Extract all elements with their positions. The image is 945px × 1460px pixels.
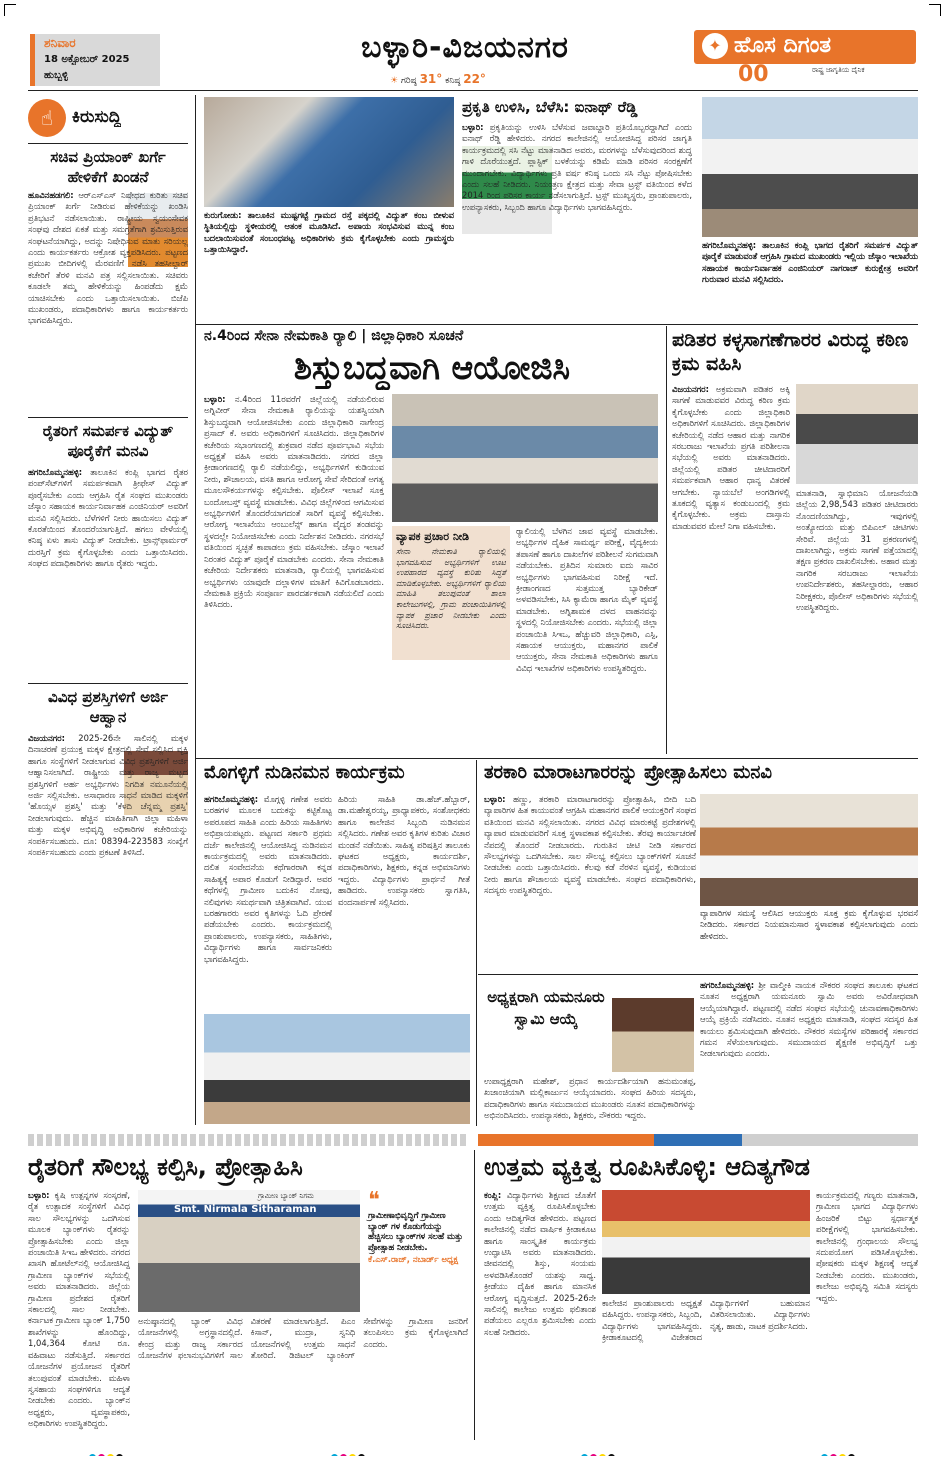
farmers-headline: ರೈತರಿಗೆ ಸೌಲಭ್ಯ ಕಲ್ಪಿಸಿ, ಪ್ರೋತ್ಸಾಹಿಸಿ bbox=[28, 1153, 303, 1181]
color-registration-marks bbox=[0, 1446, 945, 1456]
mogalli-text: ಹಗರಿಬೊಮ್ಮನಹಳ್ಳಿ: ಮೊಗ್ಗಳ್ಳಿ ಗಣೇಶ ಅವರು ಬರಹಗಳ ಮೂಲಕ ಬದುಕನ್ನು ಕಟ್ಟಿಕೊಟ್ಟ ಅಪರೂಪದ ಸಾಹಿತಿ ಎಂದು ಹಿರಿಯ ಸಾಹಿತಿಗಳು ಅಭಿಪ್ರಾಯಪಟ್ಟರು. ಪಟ್ಟಣದ ಸರ್ಕಾರಿ ಪ್ರಥಮ ದರ್ಜೆ ಕಾಲೇಜಿನಲ್ಲಿ ಆಯೋಜಿಸಿದ್ದ ನುಡಿನಮನ ಕಾರ್ಯಕ್ರಮದಲ್ಲಿ ಅವರು ಮಾತನಾಡಿದರು. ದಲಿತ ಸಂವೇದನೆಯ ಕಥೆಗಾರರಾಗಿ ಕನ್ನಡ ಸಾಹಿತ್ಯಕ್ಕೆ ಅಪಾರ ಕೊಡುಗೆ ನೀಡಿದ್ದಾರೆ. ಅವರ ಕಥೆಗಳಲ್ಲಿ ಗ್ರಾಮೀಣ ಬದುಕಿನ ನೋವು, ನಲಿವುಗಳು ಸಮರ್ಥವಾಗಿ ಚಿತ್ರಿತವಾಗಿವೆ. ಯುವ ಬರಹಗಾರರು ಅವರ ಕೃತಿಗಳನ್ನು ಓದಿ ಪ್ರೇರಣೆ ಪಡೆಯಬೇಕು ಎಂದರು. ಕಾರ್ಯಕ್ರಮದಲ್ಲಿ ಪ್ರಾಂಶುಪಾಲರು, ಉಪನ್ಯಾಸಕರು, ಸಾಹಿತಿಗಳು, ವಿದ್ಯಾರ್ಥಿಗಳು ಹಾಗೂ ಸಾರ್ವಜನಿಕರು ಭಾಗವಹಿಸಿದ್ದರು. bbox=[204, 794, 332, 964]
farmers-pullquote bbox=[366, 1190, 468, 1314]
brand-name: ಹೊಸ ದಿಗಂತ bbox=[734, 33, 832, 58]
sun-icon: ☀ bbox=[390, 76, 399, 86]
aditya-text-side: ಕಾರ್ಯಕ್ರಮದಲ್ಲಿ ಗಣ್ಯರು ಮಾತನಾಡಿ, ಗ್ರಾಮೀಣ ಭಾಗದ ವಿದ್ಯಾರ್ಥಿಗಳು ಹಿಂಜರಿಕೆ ಬಿಟ್ಟು ಸ್ಪರ್ಧಾತ್ಮಕ ಪರೀಕ್ಷೆಗಳಲ್ಲಿ ಭಾಗವಹಿಸಬೇಕು. ಕಾಲೇಜಿನಲ್ಲಿ ಗ್ರಂಥಾಲಯ ಸೌಲಭ್ಯ ಸದುಪಯೋಗ ಪಡಿಸಿಕೊಳ್ಳಬೇಕು. ಪೋಷಕರು ಮಕ್ಕಳ ಶಿಕ್ಷಣಕ್ಕೆ ಆದ್ಯತೆ ನೀಡಬೇಕು ಎಂದರು. ಮುಖಂಡರು, ಕಾಲೇಜು ಅಭಿವೃದ್ಧಿ ಸಮಿತಿ ಸದಸ್ಯರು ಇದ್ದರು. bbox=[816, 1190, 918, 1303]
nature-story-title: ಪ್ರಕೃತಿ ಉಳಿಸಿ, ಬೆಳೆಸಿ: ಐನಾಥ್ ರೆಡ್ಡಿ bbox=[462, 98, 638, 116]
vendors-headline: ತರಕಾರಿ ಮಾರಾಟಗಾರರನ್ನು ಪ್ರೋತ್ಸಾಹಿಸಲು ಮನವಿ bbox=[484, 762, 772, 783]
weather-box: ☀ ಗರಿಷ್ಠ 31° ಕನಿಷ್ಠ 22° bbox=[390, 72, 486, 86]
caption-memorandum: ಹಗರಿಬೊಮ್ಮನಹಳ್ಳಿ: ತಾಲೂಕಿನ ಕಂಪ್ಲಿ ಭಾಗದ ರೈತರಿಗೆ ಸಮರ್ಪಕ ವಿದ್ಯುತ್ ಪೂರೈಕೆ ಮಾಡುವಂತೆ ಆಗ್ರಹಿಸಿ ಗ್ರಾಮದ ಮುಖಂಡರು ಇಲ್ಲಿಯ ಜೆಸ್ಕಾಂ ಇಲಾಖೆಯ ಸಹಾಯಕ ಕಾರ್ಯನಿರ್ವಾಹಕ ಎಂಜಿನಿಯರ್ ನಾಗರಾಜ್ ಕುರುಕ್ಷೇತ್ರ ಅವರಿಗೆ ಗುರುವಾರ ಮನವಿ ಸಲ್ಲಿಸಿದರು. bbox=[702, 240, 918, 285]
farmers-text: ಬಳ್ಳಾರಿ: ಕೃಷಿ ಉತ್ಪನ್ನಗಳ ಸಂಸ್ಕರಣೆ, ರೈತ ಉತ್ಪಾದಕ ಸಂಸ್ಥೆಗಳಿಗೆ ವಿವಿಧ ಸಾಲ ಸೌಲಭ್ಯಗಳನ್ನು ಒದಗಿಸುವ ಮೂಲಕ ಬ್ಯಾಂಕ್‌ಗಳು ರೈತರನ್ನು ಪ್ರೋತ್ಸಾಹಿಸಬೇಕು ಎಂದು ಜಿಲ್ಲಾ ಪಂಚಾಯಿತಿ ಸಿಇಒ ಹೇಳಿದರು. ನಗರದ ಖಾಸಗಿ ಹೋಟೆಲ್‌ನಲ್ಲಿ ಆಯೋಜಿಸಿದ್ದ ಗ್ರಾಮೀಣ ಬ್ಯಾಂಕ್‌ಗಳ ಸಭೆಯಲ್ಲಿ ಅವರು ಮಾತನಾಡಿದರು. ಜಿಲ್ಲೆಯ ಗ್ರಾಮೀಣ ಪ್ರದೇಶದ ರೈತರಿಗೆ ಸಕಾಲದಲ್ಲಿ ಸಾಲ ನೀಡಬೇಕು. ಕರ್ನಾಟಕ ಗ್ರಾಮೀಣ ಬ್ಯಾಂಕ್ 1,750 ಶಾಖೆಗಳನ್ನು ಹೊಂದಿದ್ದು, 1,04,364 ಕೋಟಿ ರೂ. ವಹಿವಾಟು ನಡೆಸುತ್ತಿದೆ. ಸರ್ಕಾರದ ಯೋಜನೆಗಳ ಪ್ರಯೋಜನ ರೈತರಿಗೆ ತಲುಪುವಂತೆ ಮಾಡಬೇಕು. ಮಹಿಳಾ ಸ್ವಸಹಾಯ ಸಂಘಗಳಿಗೂ ಆದ್ಯತೆ ನೀಡಬೇಕು ಎಂದರು. ಬ್ಯಾಂಕ್‌ನ ಅಧ್ಯಕ್ಷರು, ವ್ಯವಸ್ಥಾಪಕರು, ಅಧಿಕಾರಿಗಳು ಉಪಸ್ಥಿತರಿದ್ದರು. bbox=[28, 1190, 130, 1429]
pullquote-box bbox=[392, 526, 510, 660]
kirusuddi-story2-title: ರೈತರಿಗೆ ಸಮರ್ಪಕ ವಿದ್ಯುತ್ ಪೂರೈಕೆಗೆ ಮನವಿ bbox=[42, 422, 174, 460]
photo-bank-event bbox=[138, 1190, 360, 1312]
kirusuddi-story1-text: ಹೂವಿನಹಡಗಲಿ: ಆರ್‌ಎಸ್‌ಎಸ್ ನಿಷೇಧದ ಕುರಿತು ಸಚಿವ ಪ್ರಿಯಾಂಕ್ ಖರ್ಗೆ ನೀಡಿರುವ ಹೇಳಿಕೆಯನ್ನು ಖಂಡಿಸಿ ಪ್ರತಿಭಟನೆ ನಡೆಸಲಾಯಿತು. ರಾಷ್ಟ್ರೀಯ ಸ್ವಯಂಸೇವಕ ಸಂಘವು ದೇಶದ ಏಕತೆ ಮತ್ತು ಸಮಗ್ರತೆಗಾಗಿ ಶ್ರಮಿಸುತ್ತಿರುವ ಸಂಘಟನೆಯಾಗಿದ್ದು, ಅದನ್ನು ನಿಷೇಧಿಸುವ ಮಾತು ಸರಿಯಲ್ಲ ಎಂದು ಕಾರ್ಯಕರ್ತರು ಆಕ್ರೋಶ ವ್ಯಕ್ತಪಡಿಸಿದರು. ಪಟ್ಟಣದ ಪ್ರಮುಖ ಬೀದಿಗಳಲ್ಲಿ ಮೆರವಣಿಗೆ ನಡೆಸಿ ತಹಸೀಲ್ದಾರ್ ಕಚೇರಿಗೆ ತೆರಳಿ ಮನವಿ ಪತ್ರ ಸಲ್ಲಿಸಲಾಯಿತು. ಸಚಿವರು ಕೂಡಲೇ ತಮ್ಮ ಹೇಳಿಕೆಯನ್ನು ಹಿಂಪಡೆದು ಕ್ಷಮೆ ಯಾಚಿಸಬೇಕು ಎಂದು ಒತ್ತಾಯಿಸಲಾಯಿತು. ಬಿಜೆಪಿ ಮುಖಂಡರು, ಪದಾಧಿಕಾರಿಗಳು ಹಾಗೂ ಕಾರ್ಯಕರ್ತರು ಭಾಗವಹಿಸಿದ್ದರು. bbox=[28, 190, 188, 326]
mogalli-headline: ಮೊಗಳ್ಳಿಗೆ ನುಡಿನಮನ ಕಾರ್ಯಕ್ರಮ bbox=[204, 762, 405, 783]
edition-title: ಬಳ್ಳಾರಿ-ವಿಜಯನಗರ bbox=[361, 30, 569, 65]
rule bbox=[196, 324, 918, 325]
photo-group-memorandum bbox=[702, 97, 918, 237]
yamanur-text: ಹಗರಿಬೊಮ್ಮನಹಳ್ಳಿ: ಶ್ರೀ ವಾಲ್ಮೀಕಿ ನಾಯಕ ನೌಕರರ ಸಂಘದ ತಾಲೂಕು ಘಟಕದ ನೂತನ ಅಧ್ಯಕ್ಷರಾಗಿ ಯಮನೂರು ಸ್ವಾಮಿ ಅವರು ಅವಿರೋಧವಾಗಿ ಆಯ್ಕೆಯಾಗಿದ್ದಾರೆ. ಪಟ್ಟಣದಲ್ಲಿ ನಡೆದ ಸಂಘದ ಸಭೆಯಲ್ಲಿ ಚುನಾವಣಾಧಿಕಾರಿಗಳು ಆಯ್ಕೆ ಪ್ರಕ್ರಿಯೆ ನಡೆಸಿದರು. ನೂತನ ಅಧ್ಯಕ್ಷರು ಮಾತನಾಡಿ, ಸಂಘದ ಸದಸ್ಯರ ಹಿತ ಕಾಯಲು ಶ್ರಮಿಸುವುದಾಗಿ ಹೇಳಿದರು. ನೌಕರರ ಸಮಸ್ಯೆಗಳ ಪರಿಹಾರಕ್ಕೆ ಸರ್ಕಾರದ ಗಮನ ಸೆಳೆಯಲಾಗುವುದು. ಸಮುದಾಯದ ಶೈಕ್ಷಣಿಕ ಅಭಿವೃದ್ಧಿಗೆ ಒತ್ತು ನೀಡಲಾಗುವುದು ಎಂದರು. bbox=[700, 980, 918, 1059]
aditya-text: ಕಂಪ್ಲಿ: ವಿದ್ಯಾರ್ಥಿಗಳು ಶಿಕ್ಷಣದ ಜೊತೆಗೆ ಉತ್ತಮ ವ್ಯಕ್ತಿತ್ವ ರೂಪಿಸಿಕೊಳ್ಳಬೇಕು ಎಂದು ಆದಿತ್ಯಗೌಡ ಹೇಳಿದರು. ಪಟ್ಟಣದ ಕಾಲೇಜಿನಲ್ಲಿ ನಡೆದ ವಾರ್ಷಿಕ ಕ್ರೀಡಾಕೂಟ ಹಾಗೂ ಸಾಂಸ್ಕೃತಿಕ ಕಾರ್ಯಕ್ರಮ ಉದ್ಘಾಟಿಸಿ ಅವರು ಮಾತನಾಡಿದರು. ಜೀವನದಲ್ಲಿ ಶಿಸ್ತು, ಸಂಯಮ ಅಳವಡಿಸಿಕೊಂಡರೆ ಯಶಸ್ಸು ಸಾಧ್ಯ. ಕ್ರೀಡೆಯು ದೈಹಿಕ ಹಾಗೂ ಮಾನಸಿಕ ಆರೋಗ್ಯ ವೃದ್ಧಿಸುತ್ತದೆ. 2025-26ನೇ ಸಾಲಿನಲ್ಲಿ ಕಾಲೇಜು ಉತ್ತಮ ಫಲಿತಾಂಶ ಪಡೆಯಲು ಎಲ್ಲರೂ ಶ್ರಮಿಸಬೇಕು ಎಂದು ಸಲಹೆ ನೀಡಿದರು. bbox=[484, 1190, 596, 1337]
bottom-section-bar-left bbox=[28, 1134, 468, 1146]
lead-kicker: ನ.4ರಿಂದ ಸೇನಾ ನೇಮಕಾತಿ ರ್‍ಯಾಲಿ | ಜಿಲ್ಲಾಧಿಕಾರಿ ಸೂಚನೆ bbox=[204, 328, 464, 344]
rule bbox=[196, 758, 918, 759]
masthead bbox=[0, 0, 945, 92]
temp-max: 31° bbox=[419, 72, 443, 86]
aditya-headline: ಉತ್ತಮ ವ್ಯಕ್ತಿತ್ವ ರೂಪಿಸಿಕೊಳ್ಳಿ: ಆದಿತ್ಯಗೌಡ bbox=[484, 1153, 810, 1181]
issue-city: ಹುಬ್ಬಳ್ಳಿ bbox=[44, 70, 69, 81]
rule bbox=[28, 417, 188, 418]
vendors-text: ಬಳ್ಳಾರಿ: ಹಣ್ಣು, ತರಕಾರಿ ಮಾರಾಟಗಾರರನ್ನು ಪ್ರೋತ್ಸಾಹಿಸಿ, ಬೀದಿ ಬದಿ ವ್ಯಾಪಾರಿಗಳ ಹಿತ ಕಾಯುವಂತೆ ಆಗ್ರಹಿಸಿ ಮಹಾನಗರ ಪಾಲಿಕೆ ಆಯುಕ್ತರಿಗೆ ಸಂಘದ ವತಿಯಿಂದ ಮನವಿ ಸಲ್ಲಿಸಲಾಯಿತು. ನಗರದ ವಿವಿಧ ಮಾರುಕಟ್ಟೆ ಪ್ರದೇಶಗಳಲ್ಲಿ ವ್ಯಾಪಾರ ಮಾಡುವವರಿಗೆ ಸೂಕ್ತ ಸ್ಥಳಾವಕಾಶ ಕಲ್ಪಿಸಬೇಕು. ತೆರವು ಕಾರ್ಯಾಚರಣೆ ನೆಪದಲ್ಲಿ ತೊಂದರೆ ನೀಡಬಾರದು. ಗುರುತಿನ ಚೀಟಿ ನೀಡಿ ಸರ್ಕಾರದ ಸೌಲಭ್ಯಗಳನ್ನು ಒದಗಿಸಬೇಕು. ಸಾಲ ಸೌಲಭ್ಯ ಕಲ್ಪಿಸಲು ಬ್ಯಾಂಕ್‌ಗಳಿಗೆ ಸೂಚನೆ ನೀಡಬೇಕು ಎಂದು ಒತ್ತಾಯಿಸಿದರು. ಕೆಲವು ಕಡೆ ನೆರಳಿನ ವ್ಯವಸ್ಥೆ, ಕುಡಿಯುವ ನೀರು ಹಾಗೂ ಶೌಚಾಲಯ ವ್ಯವಸ್ಥೆ ಮಾಡಬೇಕು. ಸಂಘದ ಪದಾಧಿಕಾರಿಗಳು, ಸದಸ್ಯರು ಉಪಸ್ಥಿತರಿದ್ದರು. bbox=[484, 794, 696, 896]
vendors-caption: ವ್ಯಾಪಾರಿಗಳ ಸಮಸ್ಯೆ ಆಲಿಸಿದ ಆಯುಕ್ತರು ಸೂಕ್ತ ಕ್ರಮ ಕೈಗೊಳ್ಳುವ ಭರವಸೆ ನೀಡಿದರು. ಸರ್ಕಾರದ ನಿಯಮಾನುಸಾರ ಸ್ಥಳಾವಕಾಶ ಕಲ್ಪಿಸಲಾಗುವುದು ಎಂದು ಹೇಳಿದರು. bbox=[700, 908, 918, 941]
page-number: 00 bbox=[738, 62, 769, 87]
yamanur-text-continued: ಉಪಾಧ್ಯಕ್ಷರಾಗಿ ಮಹೇಶ್, ಪ್ರಧಾನ ಕಾರ್ಯದರ್ಶಿಯಾಗಿ ಹನುಮಂತಪ್ಪ, ಖಜಾಂಚಿಯಾಗಿ ಮಲ್ಲಿಕಾರ್ಜುನ ಆಯ್ಕೆಯಾದರು. ಸಂಘದ ಹಿರಿಯ ಸದಸ್ಯರು, ಪದಾಧಿಕಾರಿಗಳು ಹಾಗೂ ಸಮುದಾಯದ ಮುಖಂಡರು ನೂತನ ಪದಾಧಿಕಾರಿಗಳನ್ನು ಅಭಿನಂದಿಸಿದರು. ಉಪನ್ಯಾಸಕರು, ಶಿಕ್ಷಕರು, ನೌಕರರು ಇದ್ದರು. bbox=[484, 1076, 696, 1121]
photo-electric-pole bbox=[204, 97, 454, 207]
ration-text-continued: ಮಾತನಾಡಿ, ಸ್ವಾಭಿಮಾನಿ ಯೋಜನೆಯಡಿ ಜಿಲ್ಲೆಯ 2,98,543 ಪಡಿತರ ಚೀಟಿದಾರರು ನೊಂದಣಿಯಾಗಿದ್ದು, ಇವುಗಳಲ್ಲಿ ಅಂತ್ಯೋದಯ ಮತ್ತು ಬಿಪಿಎಲ್ ಚೀಟಿಗಳು ಸೇರಿವೆ. ಜಿಲ್ಲೆಯ 31 ಪ್ರಕರಣಗಳಲ್ಲಿ ದಾಖಲಾಗಿದ್ದು, ಅಕ್ರಮ ಸಾಗಣೆ ಪತ್ತೆಯಾದಲ್ಲಿ ತಕ್ಷಣ ಪ್ರಕರಣ ದಾಖಲಿಸಬೇಕು. ಅಹಾರ ಮತ್ತು ನಾಗರಿಕ ಸರಬರಾಜು ಇಲಾಖೆಯ ಉಪನಿರ್ದೇಶಕರು, ತಹಸೀಲ್ದಾರರು, ಆಹಾರ ನಿರೀಕ್ಷಕರು, ಪೊಲೀಸ್ ಅಧಿಕಾರಿಗಳು ಸಭೆಯಲ್ಲಿ ಉಪಸ್ಥಿತರಿದ್ದರು. bbox=[796, 488, 918, 613]
lead-headline: ಶಿಸ್ತುಬದ್ಧವಾಗಿ ಆಯೋಜಿಸಿ bbox=[293, 348, 571, 387]
column-rule-bottom bbox=[474, 1150, 475, 1440]
kirusuddi-story3-title: ವಿವಿಧ ಪ್ರಶಸ್ತಿಗಳಿಗೆ ಅರ್ಜಿ ಆಹ್ವಾನ bbox=[48, 688, 168, 726]
temp-min: 22° bbox=[463, 72, 486, 86]
lead-text: ಬಳ್ಳಾರಿ: ನ.4ರಿಂದ 11ರವರೆಗೆ ಜಿಲ್ಲೆಯಲ್ಲಿ ನಡೆಯಲಿರುವ ಅಗ್ನಿವೀರ್ ಸೇನಾ ನೇಮಕಾತಿ ರ್‍ಯಾಲಿಯನ್ನು ಯಶಸ್ವಿಯಾಗಿ ಶಿಸ್ತುಬದ್ಧವಾಗಿ ಆಯೋಜಿಸಬೇಕು ಎಂದು ಜಿಲ್ಲಾಧಿಕಾರಿ ನಾಗೇಂದ್ರ ಪ್ರಸಾದ್ ಕೆ. ಅವರು ಅಧಿಕಾರಿಗಳಿಗೆ ಸೂಚಿಸಿದರು. ಜಿಲ್ಲಾಧಿಕಾರಿಗಳ ಕಚೇರಿಯ ಸಭಾಂಗಣದಲ್ಲಿ ಶುಕ್ರವಾರ ನಡೆದ ಪೂರ್ವಭಾವಿ ಸಭೆಯ ಅಧ್ಯಕ್ಷತೆ ವಹಿಸಿ ಅವರು ಮಾತನಾಡಿದರು. ನಗರದ ಜಿಲ್ಲಾ ಕ್ರೀಡಾಂಗಣದಲ್ಲಿ ರ್‍ಯಾಲಿ ನಡೆಯಲಿದ್ದು, ಅಭ್ಯರ್ಥಿಗಳಿಗೆ ಕುಡಿಯುವ ನೀರು, ಶೌಚಾಲಯ, ವಸತಿ ಹಾಗೂ ಆರೋಗ್ಯ ಸೇವೆ ಸೇರಿದಂತೆ ಅಗತ್ಯ ಮೂಲಸೌಕರ್ಯಗಳನ್ನು ಕಲ್ಪಿಸಬೇಕು. ಪೊಲೀಸ್ ಇಲಾಖೆ ಸೂಕ್ತ ಬಂದೋಬಸ್ತ್ ವ್ಯವಸ್ಥೆ ಮಾಡಬೇಕು. ವಿವಿಧ ಜಿಲ್ಲೆಗಳಿಂದ ಆಗಮಿಸುವ ಅಭ್ಯರ್ಥಿಗಳಿಗೆ ತೊಂದರೆಯಾಗದಂತೆ ಸಾರಿಗೆ ವ್ಯವಸ್ಥೆ ಕಲ್ಪಿಸಬೇಕು. ಆರೋಗ್ಯ ಇಲಾಖೆಯು ಆಂಬುಲೆನ್ಸ್ ಹಾಗೂ ವೈದ್ಯರ ತಂಡವನ್ನು ಸ್ಥಳದಲ್ಲೇ ನಿಯೋಜಿಸಬೇಕು ಎಂದು ನಿರ್ದೇಶನ ನೀಡಿದರು. ನಗರಸಭೆ ವತಿಯಿಂದ ಸ್ವಚ್ಛತೆ ಕಾಪಾಡಲು ಕ್ರಮ ವಹಿಸಬೇಕು. ಜೆಸ್ಕಾಂ ಇಲಾಖೆ ನಿರಂತರ ವಿದ್ಯುತ್ ಪೂರೈಕೆ ಮಾಡಬೇಕು ಎಂದರು. ಸೇನಾ ನೇಮಕಾತಿ ಕಚೇರಿಯ ನಿರ್ದೇಶಕರು ಮಾತನಾಡಿ, ರ್‍ಯಾಲಿಯಲ್ಲಿ ಭಾಗವಹಿಸುವ ಅಭ್ಯರ್ಥಿಗಳು ಯಾವುದೇ ದಲ್ಲಾಳಿಗಳ ಮಾತಿಗೆ ಕಿವಿಗೊಡಬಾರದು. ನೇಮಕಾತಿ ಪ್ರಕ್ರಿಯೆ ಸಂಪೂರ್ಣ ಪಾರದರ್ಶಕವಾಗಿ ನಡೆಯಲಿದೆ ಎಂದು ತಿಳಿಸಿದರು. bbox=[204, 394, 384, 610]
finger-icon: ☝ bbox=[28, 99, 66, 137]
column-rule-left bbox=[195, 95, 196, 1125]
photo-officials bbox=[796, 384, 918, 484]
farmers-pullquote-text: ಗ್ರಾಮೀಣಾಭಿವೃದ್ಧಿಗೆ ಗ್ರಾಮೀಣ ಬ್ಯಾಂಕ್ ಗಳ ಕೊಡುಗೆಯನ್ನು ಹೆಚ್ಚಿಸಲು ಬ್ಯಾಂಕ್‌ಗಳ ಸಲಹೆ ಮತ್ತು ಪ್ರೋತ್ಸಾಹ ನೀಡಬೇಕು. bbox=[368, 1210, 463, 1252]
banner-title: Smt. Nirmala Sitharaman bbox=[174, 1204, 317, 1215]
lead-text-continued: ರ್‍ಯಾಲಿಯಲ್ಲಿ ಬೆಳಗಿನ ಜಾವ ವ್ಯವಸ್ಥೆ ಮಾಡಬೇಕು. ಅಭ್ಯರ್ಥಿಗಳ ದೈಹಿಕ ಸಾಮರ್ಥ್ಯ ಪರೀಕ್ಷೆ, ವೈದ್ಯಕೀಯ ತಪಾಸಣೆ ಹಾಗೂ ದಾಖಲೆಗಳ ಪರಿಶೀಲನೆ ಸುಗಮವಾಗಿ ನಡೆಯಬೇಕು. ಪ್ರತಿದಿನ ಸುಮಾರು ಐದು ಸಾವಿರ ಅಭ್ಯರ್ಥಿಗಳು ಭಾಗವಹಿಸುವ ನಿರೀಕ್ಷೆ ಇದೆ. ಕ್ರೀಡಾಂಗಣದ ಸುತ್ತಮುತ್ತ ಬ್ಯಾರಿಕೇಡ್ ಅಳವಡಿಸಬೇಕು, ಸಿಸಿ ಕ್ಯಾಮೆರಾ ಹಾಗೂ ಮೈಕ್ ವ್ಯವಸ್ಥೆ ಮಾಡಬೇಕು. ಅಗ್ನಿಶಾಮಕ ದಳದ ವಾಹನವನ್ನು ಸ್ಥಳದಲ್ಲಿ ನಿಯೋಜಿಸಬೇಕು ಎಂದರು. ಸಭೆಯಲ್ಲಿ ಜಿಲ್ಲಾ ಪಂಚಾಯಿತಿ ಸಿಇಒ, ಹೆಚ್ಚುವರಿ ಜಿಲ್ಲಾಧಿಕಾರಿ, ಎಸ್ಪಿ, ಸಹಾಯಕ ಆಯುಕ್ತರು, ಮಹಾನಗರ ಪಾಲಿಕೆ ಆಯುಕ್ತರು, ಸೇನಾ ನೇಮಕಾತಿ ಅಧಿಕಾರಿಗಳು ಹಾಗೂ ವಿವಿಧ ಇಲಾಖೆಗಳ ಅಧಿಕಾರಿಗಳು ಉಪಸ್ಥಿತರಿದ್ದರು. bbox=[516, 526, 658, 673]
yamanur-headline: ಅಧ್ಯಕ್ಷರಾಗಿ ಯಮನೂರು ಸ್ವಾಮಿ ಆಯ್ಕೆ bbox=[487, 988, 605, 1028]
aditya-text-continued: ಕಾಲೇಜಿನ ಪ್ರಾಂಶುಪಾಲರು ಅಧ್ಯಕ್ಷತೆ ವಹಿಸಿದ್ದರು. ಉಪನ್ಯಾಸಕರು, ಸಿಬ್ಬಂದಿ, ವಿದ್ಯಾರ್ಥಿಗಳು ಭಾಗವಹಿಸಿದ್ದರು. ಕ್ರೀಡಾಕೂಟದಲ್ಲಿ ವಿಜೇತರಾದ ವಿದ್ಯಾರ್ಥಿಗಳಿಗೆ ಬಹುಮಾನ ವಿತರಿಸಲಾಯಿತು. ವಿದ್ಯಾರ್ಥಿಗಳು ನೃತ್ಯ, ಹಾಡು, ನಾಟಕ ಪ್ರದರ್ಶಿಸಿದರು. bbox=[602, 1298, 810, 1343]
rule bbox=[28, 143, 188, 144]
farmers-pullquote-name: ಕೆ.ಎಸ್.ರಾಜ್, ನಬಾರ್ಡ್ ಅಧ್ಯಕ್ಷ bbox=[368, 1254, 459, 1265]
brand-tagline: ರಾಷ್ಟ್ರ ಜಾಗೃತಿಯ ದೈನಿಕ bbox=[812, 66, 865, 74]
photo-yamanur bbox=[612, 982, 694, 1072]
kirusuddi-column bbox=[28, 95, 188, 1125]
kirusuddi-label: ಕಿರುಸುದ್ದಿ bbox=[72, 107, 122, 127]
ration-headline: ಪಡಿತರ ಕಳ್ಳಸಾಗಣೆಗಾರರ ವಿರುದ್ಧ ಕಠಿಣ ಕ್ರಮ ವಹಿಸಿ bbox=[672, 329, 909, 375]
column-rule bbox=[476, 760, 477, 1126]
photo-vendors-meeting bbox=[700, 794, 918, 906]
nature-story-text: ಬಳ್ಳಾರಿ: ಪ್ರಕೃತಿಯನ್ನು ಉಳಿಸಿ ಬೆಳೆಸುವ ಜವಾಬ್ದಾರಿ ಪ್ರತಿಯೊಬ್ಬರದ್ದಾಗಿದೆ ಎಂದು ಐನಾಥ್ ರೆಡ್ಡಿ ಹೇಳಿದರು. ನಗರದ ಕಾಲೇಜಿನಲ್ಲಿ ಆಯೋಜಿಸಿದ್ದ ಪರಿಸರ ಜಾಗೃತಿ ಕಾರ್ಯಕ್ರಮದಲ್ಲಿ ಸಸಿ ನೆಟ್ಟು ಮಾತನಾಡಿದ ಅವರು, ಮರಗಳನ್ನು ಬೆಳೆಸುವುದರಿಂದ ಶುದ್ಧ ಗಾಳಿ ದೊರೆಯುತ್ತದೆ. ಪ್ಲಾಸ್ಟಿಕ್ ಬಳಕೆಯನ್ನು ಕಡಿಮೆ ಮಾಡಿ ಪರಿಸರ ಸಂರಕ್ಷಣೆಗೆ ಮುಂದಾಗಬೇಕು. ವಿದ್ಯಾರ್ಥಿಗಳು ಪ್ರತಿ ವರ್ಷ ಕನಿಷ್ಠ ಒಂದು ಸಸಿ ನೆಟ್ಟು ಪೋಷಿಸಬೇಕು ಎಂದು ಸಲಹೆ ನೀಡಿದರು. ನಿಯಂತ್ರಣ ಕ್ಷೇತ್ರದ ಮತ್ತು ಸೇವಾ ಟ್ರಸ್ಟ್ ವತಿಯಿಂದ ಕಳೆದ 2014 ರಿಂದ ಪರಿಸರ ಕಾರ್ಯ ನಡೆಸಲಾಗುತ್ತಿದೆ. ಟ್ರಸ್ಟ್ ಮುಖ್ಯಸ್ಥರು, ಪ್ರಾಂಶುಪಾಲರು, ಉಪನ್ಯಾಸಕರು, ಸಿಬ್ಬಂದಿ ಹಾಗೂ ವಿದ್ಯಾರ್ಥಿಗಳು ಭಾಗವಹಿಸಿದ್ದರು. bbox=[462, 122, 692, 212]
masthead-rule bbox=[28, 90, 918, 91]
rule bbox=[478, 974, 918, 975]
photo-meeting bbox=[392, 394, 658, 522]
issue-date: 18 ಅಕ್ಟೋಬರ್ 2025 bbox=[44, 54, 130, 65]
kirusuddi-story1-title: ಸಚಿವ ಪ್ರಿಯಾಂಕ್ ಖರ್ಗೆ ಹೇಳಿಕೆಗೆ ಖಂಡನೆ bbox=[50, 148, 166, 186]
brand-logo bbox=[694, 30, 916, 64]
kirusuddi-story2-text: ಹಗರಿಬೊಮ್ಮನಹಳ್ಳಿ: ತಾಲೂಕಿನ ಕಂಪ್ಲಿ ಭಾಗದ ರೈತರ ಪಂಪ್‌ಸೆಟ್‌ಗಳಿಗೆ ಸಮರ್ಪಕವಾಗಿ ತ್ರೀಫೇಸ್ ವಿದ್ಯುತ್ ಪೂರೈಸಬೇಕು ಎಂದು ಆಗ್ರಹಿಸಿ ರೈತ ಸಂಘದ ಮುಖಂಡರು ಜೆಸ್ಕಾಂ ಸಹಾಯಕ ಕಾರ್ಯನಿರ್ವಾಹಕ ಎಂಜಿನಿಯರ್ ಅವರಿಗೆ ಮನವಿ ಸಲ್ಲಿಸಿದರು. ಬೆಳೆಗಳಿಗೆ ನೀರು ಹಾಯಿಸಲು ವಿದ್ಯುತ್ ಕೊರತೆಯಿಂದ ತೊಂದರೆಯಾಗುತ್ತಿದೆ. ಹಗಲು ವೇಳೆಯಲ್ಲಿ ಕನಿಷ್ಠ ಏಳು ತಾಸು ವಿದ್ಯುತ್ ನೀಡಬೇಕು. ಟ್ರಾನ್ಸ್‌ಫಾರ್ಮರ್ ದುರಸ್ತಿಗೆ ಕ್ರಮ ಕೈಗೊಳ್ಳಬೇಕು ಎಂದು ಒತ್ತಾಯಿಸಿದರು. ಸಂಘದ ಪದಾಧಿಕಾರಿಗಳು ಹಾಗೂ ರೈತರು ಇದ್ದರು. bbox=[28, 467, 188, 569]
kirusuddi-story3-text: ವಿಜಯನಗರ: 2025-26ನೇ ಸಾಲಿನಲ್ಲಿ ಮಕ್ಕಳ ದಿನಾಚರಣೆ ಪ್ರಯುಕ್ತ ಮಕ್ಕಳ ಕ್ಷೇತ್ರದಲ್ಲಿ ಸೇವೆ ಸಲ್ಲಿಸಿದ ವ್ಯಕ್ತಿ ಹಾಗೂ ಸಂಸ್ಥೆಗಳಿಗೆ ನೀಡಲಾಗುವ ವಿವಿಧ ಪ್ರಶಸ್ತಿಗಳಿಗೆ ಅರ್ಜಿ ಆಹ್ವಾನಿಸಲಾಗಿದೆ. ರಾಷ್ಟ್ರೀಯ ಮತ್ತು ರಾಜ್ಯ ಮಟ್ಟದ ಪ್ರಶಸ್ತಿಗಳಿಗೆ ಅರ್ಹ ಅಭ್ಯರ್ಥಿಗಳು ನಿಗದಿತ ನಮೂನೆಯಲ್ಲಿ ಅರ್ಜಿ ಸಲ್ಲಿಸಬೇಕು. ಅಸಾಧಾರಣ ಸಾಧನೆ ಮಾಡಿದ ಮಕ್ಕಳಿಗೆ 'ಹೊಯ್ಸಳ ಪ್ರಶಸ್ತಿ' ಮತ್ತು 'ಕೆಳದಿ ಚೆನ್ನಮ್ಮ ಪ್ರಶಸ್ತಿ' ನೀಡಲಾಗುವುದು. ಹೆಚ್ಚಿನ ಮಾಹಿತಿಗಾಗಿ ಜಿಲ್ಲಾ ಮಹಿಳಾ ಮತ್ತು ಮಕ್ಕಳ ಅಭಿವೃದ್ಧಿ ಅಧಿಕಾರಿಗಳ ಕಚೇರಿಯನ್ನು ಸಂಪರ್ಕಿಸಬಹುದು. ದೂ: 08394-223583 ಸಂಖ್ಯೆಗೆ ಸಂಪರ್ಕಿಸಬಹುದು ಎಂದು ಪ್ರಕಟಣೆ ತಿಳಿಸಿದೆ. bbox=[28, 733, 188, 858]
pullquote-text: ಸೇನಾ ನೇಮಕಾತಿ ರ್‍ಯಾಲಿಯಲ್ಲಿ ಭಾಗವಹಿಸುವ ಅಭ್ಯರ್ಥಿಗಳಿಗೆ ಊಟ ಉಪಹಾರದ ವ್ಯವಸ್ಥೆ ಕುರಿತು ಸಿದ್ಧತೆ ಮಾಡಿಕೊಳ್ಳಬೇಕು. ಅಭ್ಯರ್ಥಿಗಳಿಗೆ ರ್‍ಯಾಲಿಯ ಮಾಹಿತಿ ತಲುಪುವಂತೆ ಶಾಲಾ ಕಾಲೇಜುಗಳಲ್ಲಿ, ಗ್ರಾಮ ಪಂಚಾಯಿತಿಗಳಲ್ಲಿ ವ್ಯಾಪಕ ಪ್ರಚಾರ ನೀಡಬೇಕು ಎಂದು ಸೂಚಿಸಿದರು. bbox=[396, 547, 506, 631]
photo-felicitation bbox=[204, 1014, 470, 1124]
caption-electric-pole: ಕುರುಗೋಡು: ತಾಲೂಕಿನ ಮುಷ್ಟಗಟ್ಟೆ ಗ್ರಾಮದ ರಸ್ತೆ ಪಕ್ಕದಲ್ಲಿ ವಿದ್ಯುತ್ ಕಂಬ ಬೀಳುವ ಸ್ಥಿತಿಯಲ್ಲಿದ್ದು ಸ್ಥಳೀಯರಲ್ಲಿ ಆತಂಕ ಮೂಡಿಸಿದೆ. ಅಪಾಯ ಸಂಭವಿಸುವ ಮುನ್ನ ಕಂಬ ಬದಲಾಯಿಸುವಂತೆ ಸಂಬಂಧಪಟ್ಟ ಅಧಿಕಾರಿಗಳು ಕ್ರಮ ಕೈಗೊಳ್ಳಬೇಕು ಎಂದು ಗ್ರಾಮಸ್ಥರು ಒತ್ತಾಯಿಸಿದ್ದಾರೆ. bbox=[204, 210, 454, 255]
mogalli-text-continued: ಹಿರಿಯ ಸಾಹಿತಿ ಡಾ.ಹೆಚ್.ಹೆಬ್ಬಾರ್, ಡಾ.ಮಹೇಶ್ವರಯ್ಯ, ಪ್ರಾಧ್ಯಾಪಕರು, ಸಂಶೋಧಕರು ಹಾಗೂ ಕಾಲೇಜಿನ ಸಿಬ್ಬಂದಿ ನುಡಿನಮನ ಸಲ್ಲಿಸಿದರು. ಗಣೇಶ ಅವರ ಕೃತಿಗಳ ಕುರಿತು ವಿಚಾರ ಮಂಡನೆ ನಡೆಯಿತು. ಸಾಹಿತ್ಯ ಪರಿಷತ್ತಿನ ತಾಲೂಕು ಘಟಕದ ಅಧ್ಯಕ್ಷರು, ಕಾರ್ಯದರ್ಶಿ, ಪದಾಧಿಕಾರಿಗಳು, ಶಿಕ್ಷಕರು, ಕನ್ನಡ ಅಭಿಮಾನಿಗಳು ಇದ್ದರು. ವಿದ್ಯಾರ್ಥಿಗಳು ಪ್ರಾರ್ಥನೆ ಗೀತೆ ಹಾಡಿದರು. ಉಪನ್ಯಾಸಕರು ಸ್ವಾಗತಿಸಿ, ವಂದನಾರ್ಪಣೆ ಸಲ್ಲಿಸಿದರು. bbox=[338, 794, 470, 907]
quote-icon: ❝ bbox=[368, 1190, 380, 1213]
lamp-icon: ✦ bbox=[702, 33, 728, 59]
issue-day: ಶನಿವಾರ bbox=[44, 36, 76, 50]
farmers-text-continued: ಅನುಷ್ಠಾನದಲ್ಲಿ ಬ್ಯಾಂಕ್ ವಿವಿಧ ಯೋಜನೆಗಳಲ್ಲಿ ಅಗ್ರಸ್ಥಾನದಲ್ಲಿದೆ. ಕೇಂದ್ರ ಮತ್ತು ರಾಜ್ಯ ಸರ್ಕಾರದ ಯೋಜನೆಗಳ ಫಲಾನುಭವಿಗಳಿಗೆ ಸಾಲ ವಿತರಣೆ ಮಾಡಲಾಗುತ್ತಿದೆ. ಪಿಎಂ ಕಿಸಾನ್, ಮುದ್ರಾ, ಸ್ವನಿಧಿ ಯೋಜನೆಗಳಲ್ಲಿ ಉತ್ತಮ ಸಾಧನೆ ತೋರಿದೆ. ಡಿಜಿಟಲ್ ಬ್ಯಾಂಕಿಂಗ್ ಸೇವೆಗಳನ್ನು ಗ್ರಾಮೀಣ ಜನರಿಗೆ ತಲುಪಿಸಲು ಕ್ರಮ ಕೈಗೊಳ್ಳಲಾಗಿದೆ ಎಂದರು. bbox=[138, 1316, 468, 1361]
ration-text: ವಿಜಯನಗರ: ಅಕ್ರಮವಾಗಿ ಪಡಿತರ ಅಕ್ಕಿ ಸಾಗಣೆ ಮಾಡುವವರ ವಿರುದ್ಧ ಕಠಿಣ ಕ್ರಮ ಕೈಗೊಳ್ಳಬೇಕು ಎಂದು ಜಿಲ್ಲಾಧಿಕಾರಿ ಅಧಿಕಾರಿಗಳಿಗೆ ಸೂಚಿಸಿದರು. ಜಿಲ್ಲಾಧಿಕಾರಿಗಳ ಕಚೇರಿಯಲ್ಲಿ ನಡೆದ ಆಹಾರ ಮತ್ತು ನಾಗರಿಕ ಸರಬರಾಜು ಇಲಾಖೆಯ ಪ್ರಗತಿ ಪರಿಶೀಲನಾ ಸಭೆಯಲ್ಲಿ ಅವರು ಮಾತನಾಡಿದರು. ಜಿಲ್ಲೆಯಲ್ಲಿ ಪಡಿತರ ಚೀಟಿದಾರರಿಗೆ ಸಮರ್ಪಕವಾಗಿ ಆಹಾರ ಧಾನ್ಯ ವಿತರಣೆ ಆಗಬೇಕು. ನ್ಯಾಯಬೆಲೆ ಅಂಗಡಿಗಳಲ್ಲಿ ತೂಕದಲ್ಲಿ ವ್ಯತ್ಯಾಸ ಕಂಡುಬಂದಲ್ಲಿ ಕ್ರಮ ಕೈಗೊಳ್ಳಬೇಕು. ಅಕ್ರಮ ದಾಸ್ತಾನು ಮಾಡುವವರ ಮೇಲೆ ನಿಗಾ ವಹಿಸಬೇಕು. bbox=[672, 384, 790, 531]
column-rule-mid bbox=[666, 326, 667, 754]
rule bbox=[28, 683, 188, 684]
kirusuddi-banner bbox=[28, 99, 188, 139]
bottom-section-bar-right bbox=[478, 1134, 918, 1146]
pullquote-title: ವ್ಯಾಪಕ ಪ್ರಚಾರ ನೀಡಿ bbox=[396, 530, 470, 543]
photo-college-stage bbox=[602, 1190, 810, 1294]
banner-subtitle: ಗ್ರಾಮೀಣ ಬ್ಯಾಂಕ್ ನಿಗಮ bbox=[258, 1192, 314, 1200]
